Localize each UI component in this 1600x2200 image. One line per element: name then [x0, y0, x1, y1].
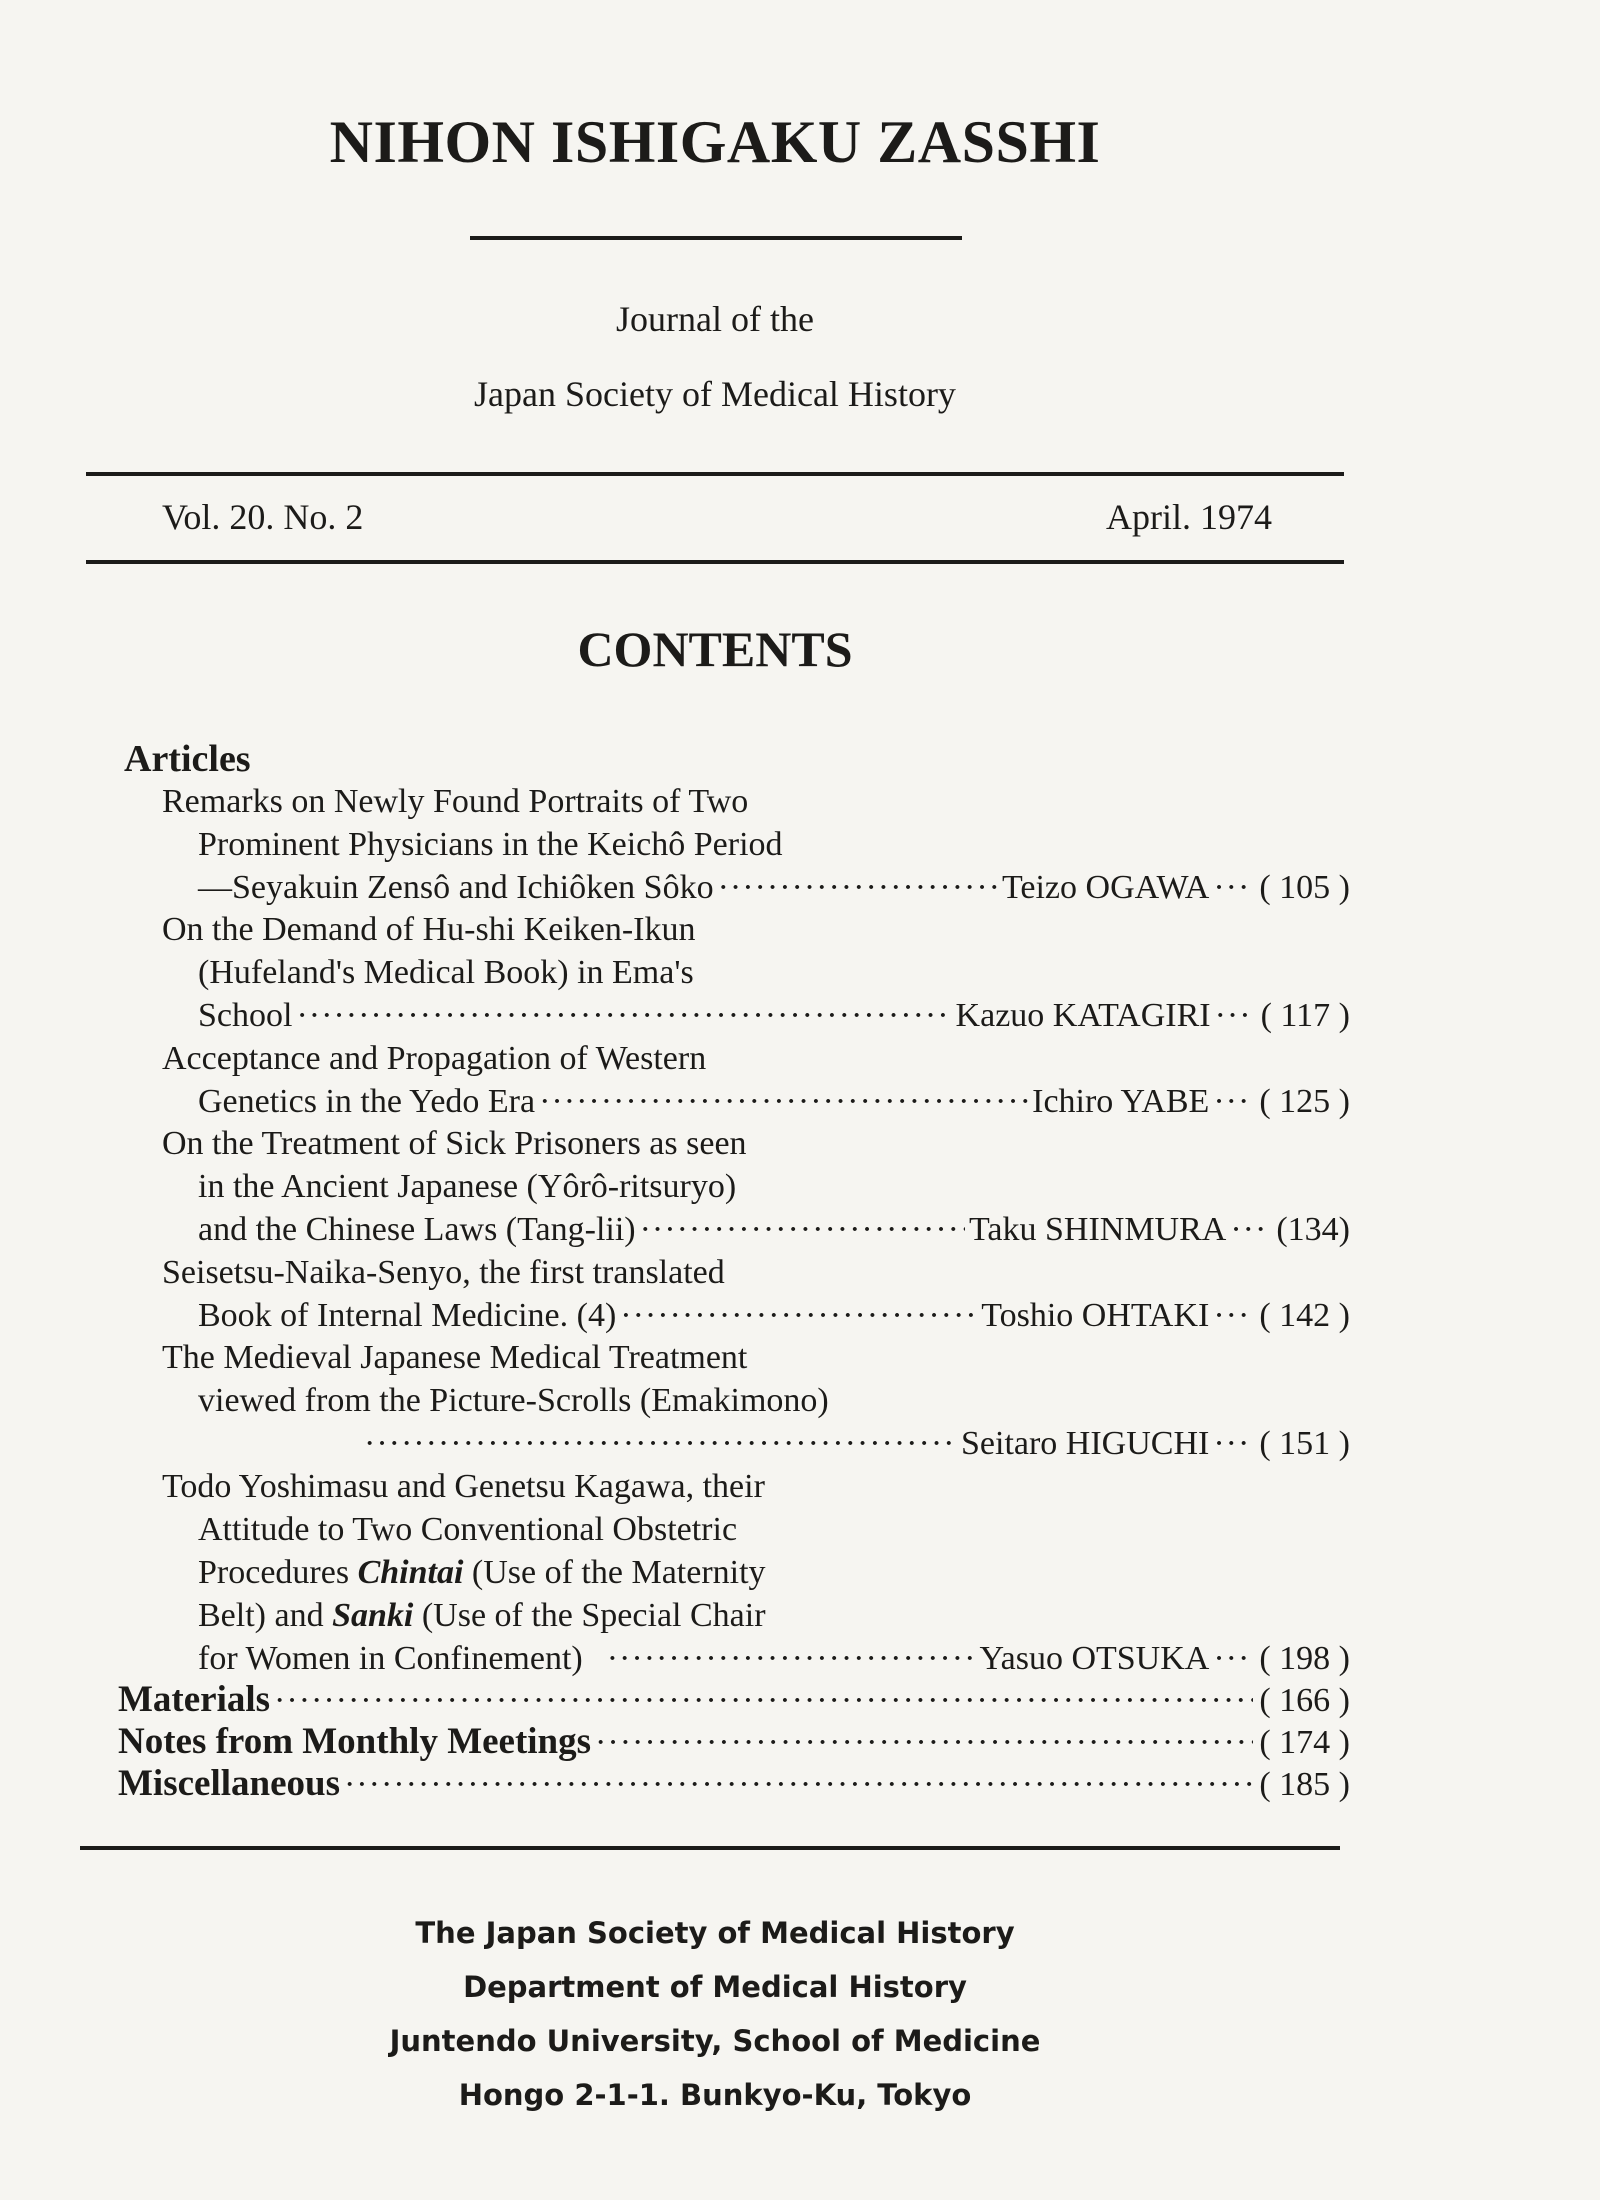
notes-monthly-meetings-page: ( 174 )	[1259, 1724, 1350, 1761]
toc-entry-article-4[interactable]	[198, 1210, 1350, 1250]
toc-entry-miscellaneous[interactable]	[118, 1764, 1350, 1805]
article-2-page: ( 117 )	[1260, 997, 1350, 1034]
article-7-line-5: for Women in Confinement)	[198, 1640, 583, 1677]
article-5-line-2: Book of Internal Medicine. (4)	[198, 1297, 617, 1334]
miscellaneous-label: Miscellaneous	[118, 1763, 340, 1804]
leader-dots	[620, 1296, 977, 1336]
subtitle-line-2: Japan Society of Medical History	[474, 374, 956, 414]
article-2-line-3: School	[198, 997, 293, 1034]
notes-monthly-meetings-label: Notes from Monthly Meetings	[118, 1721, 592, 1762]
article-2-line-1: On the Demand of Hu-shi Keiken-Ikun	[162, 911, 696, 948]
volume-bottom-rule	[86, 560, 1344, 564]
toc-entry-article-2[interactable]	[198, 996, 1350, 1036]
article-7-author: Yasuo OTSUKA	[979, 1640, 1210, 1677]
toc-entry-article-1[interactable]	[198, 868, 1350, 908]
article-7-page: ( 198 )	[1259, 1640, 1350, 1677]
article-5-line-1: Seisetsu-Naika-Senyo, the first translated	[162, 1254, 725, 1291]
footer-divider	[80, 1846, 1340, 1850]
leader-dots	[1230, 1210, 1270, 1250]
leader-dots	[1215, 996, 1255, 1036]
article-3-line-1: Acceptance and Propagation of Western	[162, 1040, 707, 1077]
leader-dots	[1213, 1639, 1253, 1679]
article-7-line-4-pre: Belt) and	[198, 1597, 333, 1634]
leader-dots	[1213, 1296, 1253, 1336]
article-3-author: Ichiro YABE	[1032, 1083, 1210, 1120]
leader-dots	[1213, 1424, 1253, 1464]
title-divider	[470, 236, 962, 240]
toc-entry-article-6[interactable]	[360, 1424, 1350, 1464]
subtitle-line-1: Journal of the	[616, 299, 814, 339]
publisher-university: Juntendo University, School of Medicine	[389, 2024, 1041, 2058]
article-6-line-1: The Medieval Japanese Medical Treatment	[162, 1339, 748, 1376]
publisher-name: The Japan Society of Medical History	[415, 1916, 1015, 1950]
article-3-line-2: Genetics in the Yedo Era	[198, 1083, 536, 1120]
article-7-term-sanki: Sanki	[332, 1597, 414, 1634]
article-7-line-4	[198, 1596, 766, 1636]
article-7-line-3	[198, 1553, 766, 1593]
article-4-author: Taku SHINMURA	[969, 1211, 1227, 1248]
leader-dots	[1213, 868, 1253, 908]
article-4-page: (134)	[1276, 1211, 1350, 1248]
article-6-line-2: viewed from the Picture-Scrolls (Emakimono)	[198, 1382, 829, 1419]
leader-dots	[364, 1424, 957, 1464]
article-7-line-4-post: (Use of the Special Chair	[413, 1597, 766, 1634]
article-1-line-3: —Seyakuin Zensô and Ichiôken Sôko	[198, 869, 714, 906]
toc-entry-article-3[interactable]	[198, 1082, 1350, 1122]
article-7-line-1: Todo Yoshimasu and Genetsu Kagawa, their	[162, 1468, 765, 1505]
article-4-line-1: On the Treatment of Sick Prisoners as seen	[162, 1125, 747, 1162]
article-2-line-2: (Hufeland's Medical Book) in Ema's	[198, 954, 694, 991]
article-7-line-3-post: (Use of the Maternity	[463, 1554, 766, 1591]
articles-heading: Articles	[124, 738, 251, 780]
article-5-author: Toshio OHTAKI	[981, 1297, 1210, 1334]
leader-dots	[640, 1210, 965, 1250]
issue-date: April. 1974	[1106, 497, 1272, 537]
article-7-line-2: Attitude to Two Conventional Obstetric	[198, 1511, 738, 1548]
article-7-term-chintai: Chintai	[357, 1554, 464, 1591]
article-2-author: Kazuo KATAGIRI	[955, 997, 1211, 1034]
leader-dots	[274, 1681, 1253, 1721]
article-1-line-1: Remarks on Newly Found Portraits of Two	[162, 783, 749, 820]
materials-page: ( 166 )	[1259, 1682, 1350, 1719]
article-4-line-3: and the Chinese Laws (Tang-lii)	[198, 1211, 636, 1248]
article-6-author: Seitaro HIGUCHI	[961, 1425, 1210, 1462]
article-1-line-2: Prominent Physicians in the Keichô Period	[198, 826, 783, 863]
article-5-page: ( 142 )	[1259, 1297, 1350, 1334]
leader-dots	[539, 1082, 1028, 1122]
publisher-address: Hongo 2-1-1. Bunkyo-Ku, Tokyo	[458, 2078, 972, 2112]
publisher-department: Department of Medical History	[463, 1970, 967, 2004]
article-6-page: ( 151 )	[1259, 1425, 1350, 1462]
toc-entry-notes-monthly-meetings[interactable]	[118, 1722, 1350, 1763]
leader-dots	[296, 996, 951, 1036]
toc-entry-materials[interactable]	[118, 1680, 1350, 1721]
leader-dots	[607, 1639, 976, 1679]
article-3-page: ( 125 )	[1259, 1083, 1350, 1120]
article-1-page: ( 105 )	[1259, 869, 1350, 906]
materials-label: Materials	[118, 1679, 271, 1720]
toc-entry-article-5[interactable]	[198, 1296, 1350, 1336]
toc-entry-article-7[interactable]	[198, 1639, 1350, 1679]
volume-top-rule	[86, 472, 1344, 476]
article-7-line-3-pre: Procedures	[198, 1554, 358, 1591]
volume-number: Vol. 20. No. 2	[162, 497, 364, 537]
journal-title: NIHON ISHIGAKU ZASSHI	[329, 109, 1101, 175]
leader-dots	[344, 1765, 1253, 1805]
article-1-author: Teizo OGAWA	[1002, 869, 1210, 906]
miscellaneous-page: ( 185 )	[1259, 1766, 1350, 1803]
contents-heading: CONTENTS	[577, 621, 853, 677]
article-4-line-2: in the Ancient Japanese (Yôrô-ritsuryo)	[198, 1168, 737, 1205]
leader-dots	[595, 1723, 1253, 1763]
leader-dots	[1213, 1082, 1253, 1122]
leader-dots	[718, 868, 998, 908]
